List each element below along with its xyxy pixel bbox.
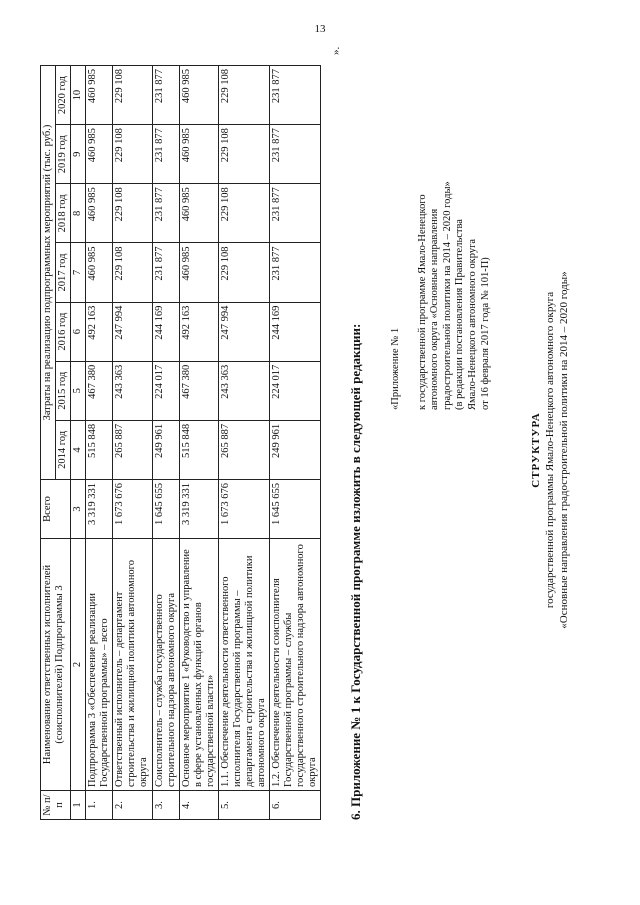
- row-value: 265 887: [218, 420, 269, 479]
- row-value: 247 994: [218, 302, 269, 361]
- row-name: Подпрограмма 3 «Обеспечение реализации Государственной программы» – всего: [86, 539, 113, 791]
- row-value: 224 017: [152, 361, 179, 420]
- row-value: 244 169: [152, 302, 179, 361]
- row-total: 1 645 655: [152, 480, 179, 539]
- row-value: 229 108: [113, 125, 152, 184]
- index-cell: 6: [71, 302, 86, 361]
- annex-header: [390, 30, 492, 410]
- row-total: 3 319 331: [179, 480, 218, 539]
- paragraph-6: 6. Приложение № 1 к Государственной программе изложить в следующей редакции:: [348, 323, 363, 820]
- row-value: 467 380: [179, 361, 218, 420]
- row-value: 231 877: [270, 66, 321, 125]
- col-header-year: 2016 год: [56, 302, 71, 361]
- annex-line: градостроительной политики на 2014 – 2020 годы»: [441, 181, 453, 410]
- index-row: [71, 66, 86, 820]
- structure-heading: СТРУКТУРА: [530, 412, 542, 488]
- row-value: 467 380: [86, 361, 113, 420]
- table-body: [86, 66, 321, 820]
- annex-line: от 16 февраля 2017 года № 101-П): [479, 257, 491, 410]
- row-name: 1.2. Обеспечение деятельности соисполнителя Государственной программы – службы государственного строительного надзора автономного округа: [270, 539, 321, 791]
- index-cell: 9: [71, 125, 86, 184]
- row-value: 244 169: [270, 302, 321, 361]
- row-value: 243 363: [113, 361, 152, 420]
- col-header-year: 2020 год: [56, 66, 71, 125]
- annex-line: автономного округа «Основные направления: [429, 208, 441, 410]
- row-number: 2.: [113, 791, 152, 820]
- row-value: 229 108: [218, 184, 269, 243]
- row-value: 231 877: [152, 125, 179, 184]
- table-row: [270, 66, 321, 820]
- row-number: 4.: [179, 791, 218, 820]
- row-number: 5.: [218, 791, 269, 820]
- row-value: 460 985: [86, 243, 113, 302]
- col-header-name: Наименование ответственных исполнителей (соисполнителей) Подпрограммы 3: [41, 539, 71, 791]
- table-row: [152, 66, 179, 820]
- row-value: 231 877: [270, 184, 321, 243]
- row-value: 231 877: [152, 66, 179, 125]
- row-value: 229 108: [113, 66, 152, 125]
- row-value: 460 985: [179, 125, 218, 184]
- row-value: 231 877: [270, 125, 321, 184]
- row-value: 229 108: [113, 243, 152, 302]
- index-cell: 4: [71, 420, 86, 479]
- row-value: 249 961: [270, 420, 321, 479]
- row-value: 231 877: [270, 243, 321, 302]
- col-header-group: Затраты на реализацию подпрограммных мероприятий (тыс. руб.): [41, 66, 56, 480]
- col-header-year: 2018 год: [56, 184, 71, 243]
- structure-line: государственной программы Ямало-Ненецкого автономного округа: [543, 291, 556, 609]
- col-header-total: Всего: [41, 480, 71, 539]
- table-row: [218, 66, 269, 820]
- col-header-year: 2015 год: [56, 361, 71, 420]
- annex-line: (в редакции постановления Правительства: [454, 219, 466, 410]
- row-total: 1 673 676: [113, 480, 152, 539]
- row-value: 460 985: [179, 184, 218, 243]
- row-value: 231 877: [152, 243, 179, 302]
- table-row: [113, 66, 152, 820]
- structure-line: «Основные направления градостроительной политики на 2014 – 2020 годы»: [557, 271, 570, 629]
- index-cell: 7: [71, 243, 86, 302]
- row-name: 1.1. Обеспечение деятельности ответственного исполнителя Государственной программы – департамента строительства и жилищной политики автономного округа: [218, 539, 269, 791]
- row-value: 492 163: [179, 302, 218, 361]
- row-value: 460 985: [179, 66, 218, 125]
- page-number: 13: [314, 23, 326, 35]
- row-value: 229 108: [113, 184, 152, 243]
- row-name: Основное мероприятие 1 «Руководство и управление в сфере установленных функций органов государственной власти»: [179, 539, 218, 791]
- expenditure-table: [40, 65, 321, 820]
- row-value: 224 017: [270, 361, 321, 420]
- row-value: 243 363: [218, 361, 269, 420]
- annex-title: «Приложение № 1: [390, 327, 401, 410]
- row-name: Соисполнитель – служба государственного строительного надзора автономного округа: [152, 539, 179, 791]
- row-value: 231 877: [152, 184, 179, 243]
- row-value: 229 108: [218, 66, 269, 125]
- col-header-year: 2019 год: [56, 125, 71, 184]
- row-value: 515 848: [179, 420, 218, 479]
- row-number: 1.: [86, 791, 113, 820]
- row-value: 229 108: [218, 243, 269, 302]
- row-value: 515 848: [86, 420, 113, 479]
- closing-quote: ».: [330, 46, 342, 55]
- row-value: 265 887: [113, 420, 152, 479]
- index-cell: 3: [71, 480, 86, 539]
- index-cell: 5: [71, 361, 86, 420]
- row-total: 1 645 655: [270, 480, 321, 539]
- index-cell: 8: [71, 184, 86, 243]
- row-total: 1 673 676: [218, 480, 269, 539]
- row-number: 6.: [270, 791, 321, 820]
- row-value: 460 985: [86, 184, 113, 243]
- col-header-year: 2014 год: [56, 420, 71, 479]
- rotated-content: [40, 30, 620, 880]
- table-row: [86, 66, 113, 820]
- annex-line: к государственной программе Ямало-Ненецкого: [416, 194, 428, 410]
- row-value: 460 985: [179, 243, 218, 302]
- index-cell: 1: [71, 791, 86, 820]
- row-value: 460 985: [86, 66, 113, 125]
- row-value: 249 961: [152, 420, 179, 479]
- row-name: Ответственный исполнитель – департамент строительства и жилищной политики автономного округа: [113, 539, 152, 791]
- row-value: 247 994: [113, 302, 152, 361]
- col-header-num: № п/п: [41, 791, 71, 820]
- row-value: 460 985: [86, 125, 113, 184]
- row-total: 3 319 331: [86, 480, 113, 539]
- index-cell: 10: [71, 66, 86, 125]
- row-number: 3.: [152, 791, 179, 820]
- table-row: [179, 66, 218, 820]
- col-header-year: 2017 год: [56, 243, 71, 302]
- row-value: 492 163: [86, 302, 113, 361]
- row-value: 229 108: [218, 125, 269, 184]
- index-cell: 2: [71, 539, 86, 791]
- structure-block: [530, 140, 571, 760]
- annex-line: Ямало-Ненецкого автономного округа: [466, 238, 478, 410]
